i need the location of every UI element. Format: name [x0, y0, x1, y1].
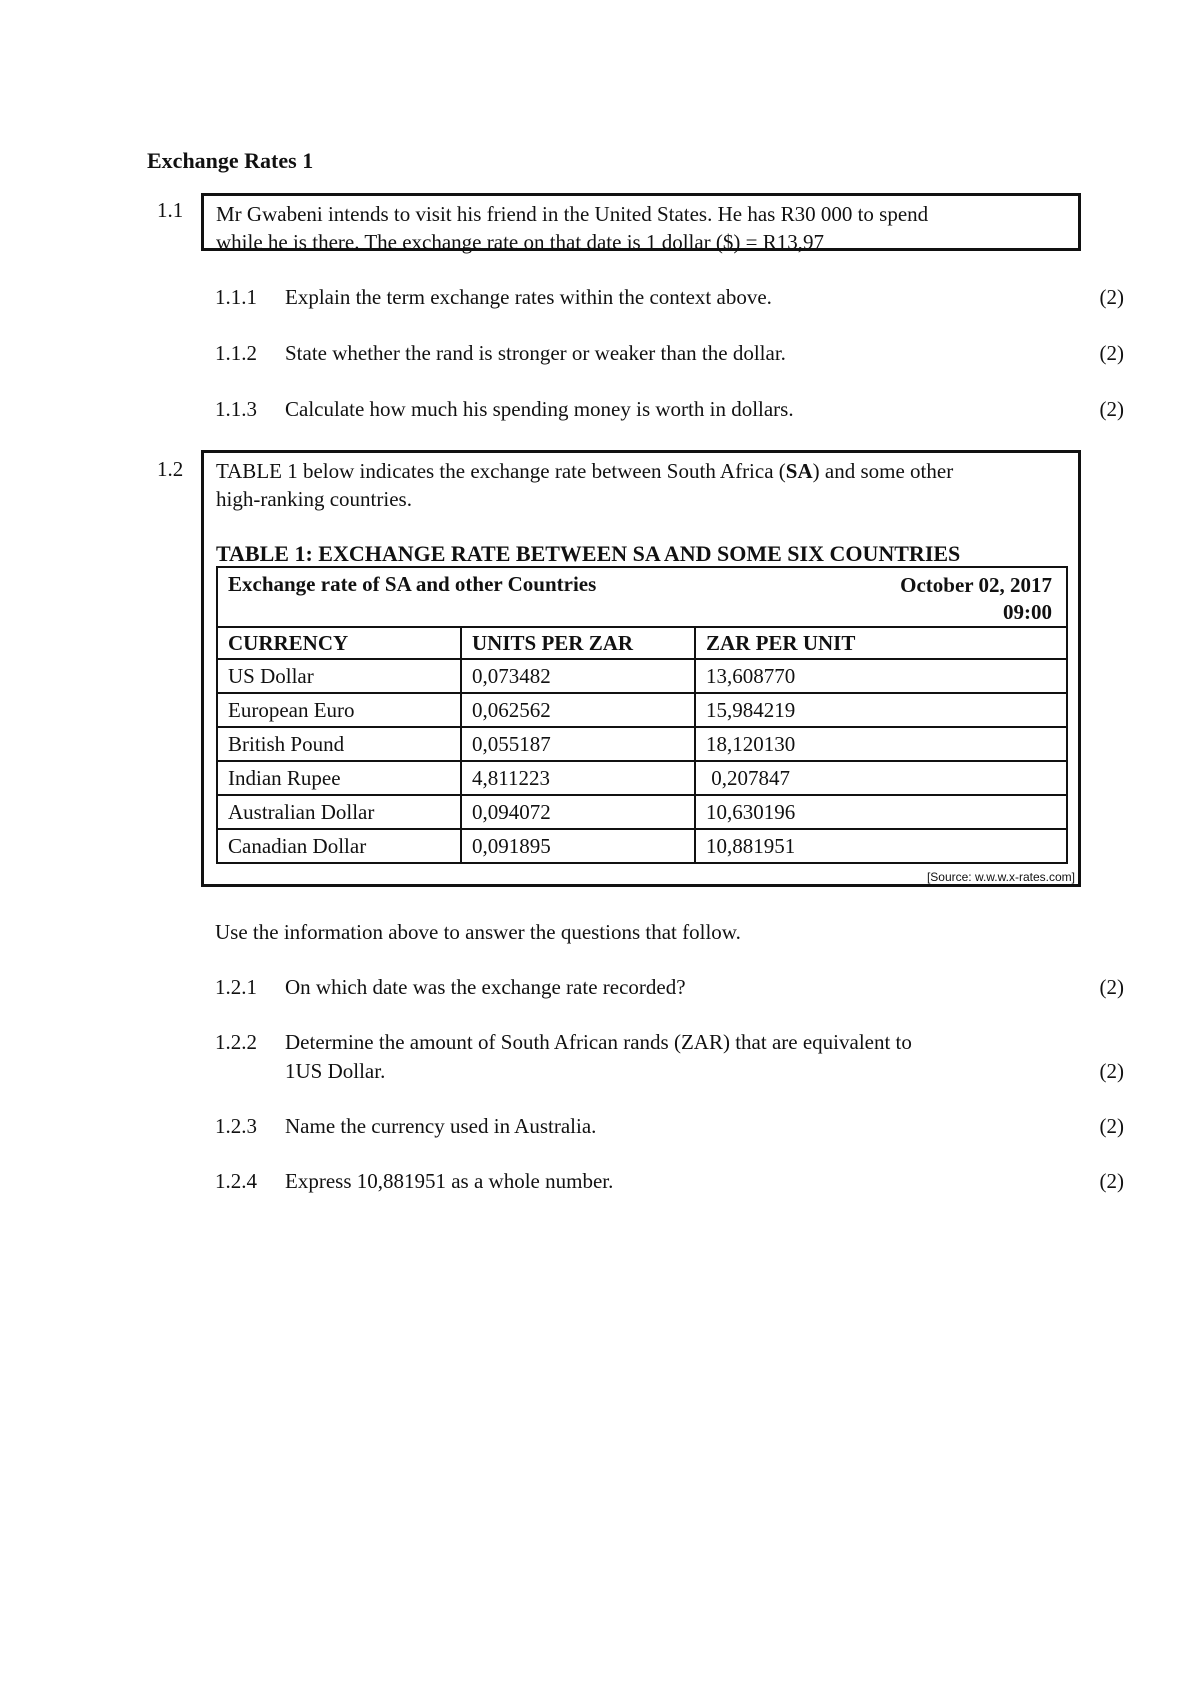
sub-question-number: 1.2.2 [215, 1030, 257, 1054]
table-date-time [900, 572, 1052, 626]
table-row [218, 795, 1066, 829]
intro-line-2: high-ranking countries. [216, 487, 412, 511]
marks-label: (2) [1099, 1114, 1124, 1138]
page-title: Exchange Rates 1 [147, 148, 314, 173]
table-intro [216, 457, 1076, 513]
sub-question-number: 1.2.1 [215, 975, 257, 999]
marks-label: (2) [1099, 1169, 1124, 1193]
rates-grid [218, 628, 1066, 862]
sub-question-text: Calculate how much his spending money is worth in dollars. [285, 397, 794, 421]
table-row [218, 693, 1066, 727]
table-row [218, 727, 1066, 761]
currency-cell: Canadian Dollar [218, 829, 461, 862]
sub-question-number: 1.1.2 [215, 341, 257, 365]
table-title: TABLE 1: EXCHANGE RATE BETWEEN SA AND SOME SIX COUNTRIES [216, 541, 961, 566]
zar-per-unit-cell: 15,984219 [695, 693, 1066, 727]
table-heading: Exchange rate of SA and other Countries [228, 572, 597, 596]
question-number-1-1: 1.1 [157, 198, 184, 222]
sub-question-text-continued: 1US Dollar. [285, 1059, 386, 1083]
units-per-zar-cell: 0,094072 [461, 795, 695, 829]
marks-label: (2) [1099, 397, 1124, 421]
question-number-1-2: 1.2 [157, 457, 184, 481]
scenario-line-2: while he is there. The exchange rate on that date is 1 dollar ($) = R13,97 [216, 230, 825, 254]
intro-text: ) and some other [812, 459, 954, 483]
table-heading-row [218, 568, 1066, 628]
units-per-zar-cell: 0,062562 [461, 693, 695, 727]
table-time: 09:00 [1003, 600, 1052, 624]
sub-question-number: 1.2.4 [215, 1169, 257, 1193]
units-per-zar-cell: 0,055187 [461, 727, 695, 761]
column-header-row [218, 628, 1066, 659]
scenario-line-1: Mr Gwabeni intends to visit his friend in the United States. He has R30 000 to spend [216, 202, 929, 226]
table-box-1-2 [201, 450, 1081, 887]
column-header: ZAR PER UNIT [706, 630, 856, 655]
table-row [218, 829, 1066, 862]
instruction-text: Use the information above to answer the questions that follow. [215, 920, 741, 944]
zar-per-unit-cell: 13,608770 [695, 659, 1066, 693]
zar-per-unit-cell: 10,630196 [695, 795, 1066, 829]
sub-question-text: Express 10,881951 as a whole number. [285, 1169, 614, 1193]
currency-cell: US Dollar [218, 659, 461, 693]
marks-label: (2) [1099, 285, 1124, 309]
table-row [218, 659, 1066, 693]
column-header: CURRENCY [218, 628, 461, 659]
sub-question-text: On which date was the exchange rate recorded? [285, 975, 686, 999]
sub-question-text: Name the currency used in Australia. [285, 1114, 597, 1138]
marks-label: (2) [1099, 341, 1124, 365]
scenario-box-1-1 [201, 193, 1081, 254]
units-per-zar-cell: 4,811223 [461, 761, 695, 795]
sub-question-number: 1.1.1 [215, 285, 257, 309]
zar-per-unit-cell: 10,881951 [695, 829, 1066, 862]
currency-cell: European Euro [218, 693, 461, 727]
exchange-rate-table [216, 566, 1068, 864]
units-per-zar-cell: 0,091895 [461, 829, 695, 862]
sub-question-text: Determine the amount of South African rands (ZAR) that are equivalent to [285, 1030, 912, 1054]
sub-question-text: Explain the term exchange rates within the context above. [285, 285, 772, 309]
currency-cell: Indian Rupee [218, 761, 461, 795]
units-per-zar-cell: 0,073482 [461, 659, 695, 693]
table-date: October 02, 2017 [900, 573, 1052, 597]
sub-question-number: 1.1.3 [215, 397, 257, 421]
sub-question-text: State whether the rand is stronger or weaker than the dollar. [285, 341, 786, 365]
zar-per-unit-cell: 0,207847 [695, 761, 1066, 795]
intro-text: TABLE 1 below indicates the exchange rate between South Africa ( [216, 459, 786, 483]
currency-cell: Australian Dollar [218, 795, 461, 829]
table-row [218, 761, 1066, 795]
currency-cell: British Pound [218, 727, 461, 761]
sub-question-number: 1.2.3 [215, 1114, 257, 1138]
zar-per-unit-cell: 18,120130 [695, 727, 1066, 761]
marks-label: (2) [1099, 975, 1124, 999]
table-source: [Source: w.w.w.x-rates.com] [926, 870, 1075, 884]
intro-bold-sa: SA [785, 459, 813, 483]
marks-label: (2) [1099, 1059, 1124, 1083]
column-header: UNITS PER ZAR [461, 628, 695, 659]
